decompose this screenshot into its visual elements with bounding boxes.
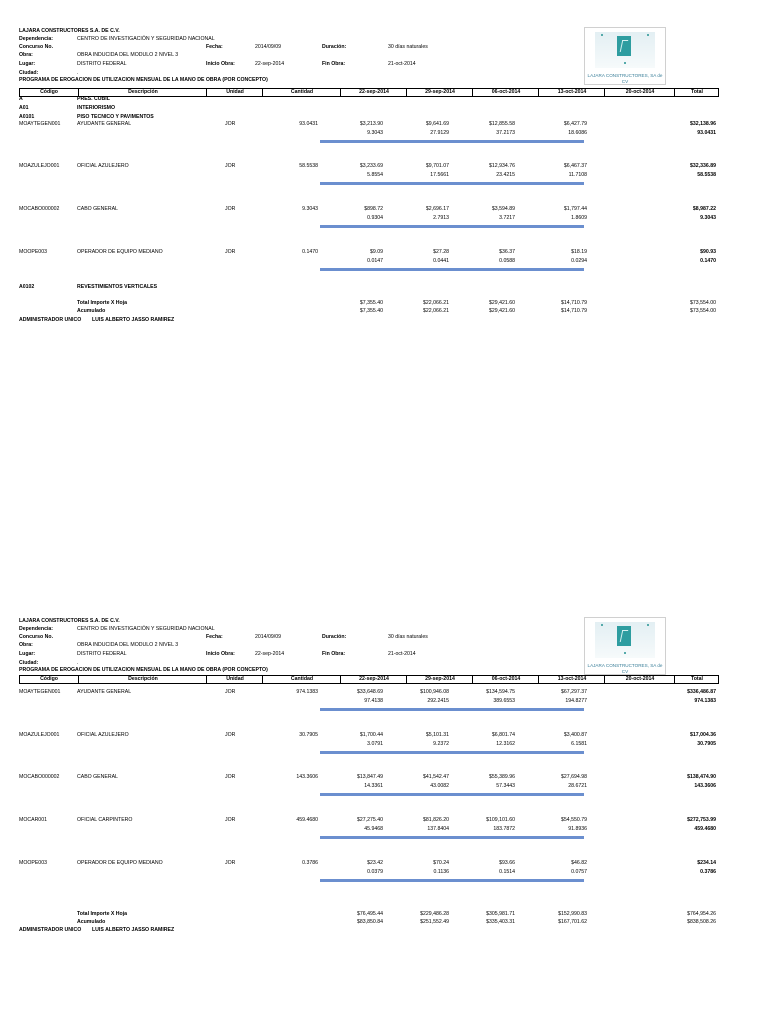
row-unit: JOR [225, 817, 236, 823]
subsection-desc: REVESTIMIENTOS VERTICALES [77, 284, 158, 290]
row-week-quantity: 0.9304 [367, 215, 383, 221]
accumulated-value: $22,066.21 [423, 308, 449, 314]
inicio-label: Inicio Obra: [206, 61, 235, 67]
row-week-quantity: 91.8936 [568, 826, 587, 832]
program-title: PROGRAMA DE EROGACION DE UTILIZACION MENSUAL DE LA MANO DE OBRA (POR CONCEPTO) [19, 77, 268, 83]
col-header-week-4: 13-oct-2014 [538, 676, 605, 683]
section-code: A0101 [19, 114, 35, 120]
row-unit: JOR [225, 860, 236, 866]
row-week-amount: $9,641.69 [425, 121, 449, 127]
accumulated-value: $335,403.31 [486, 919, 515, 925]
row-total-amount: $272,753.99 [687, 817, 716, 823]
row-week-amount: $13,847.49 [357, 774, 383, 780]
gantt-bar-segment [320, 793, 386, 796]
row-week-amount: $12,855.58 [489, 121, 515, 127]
col-header-week-5: 20-oct-2014 [604, 676, 675, 683]
accumulated-value: $251,552.49 [420, 919, 449, 925]
row-quantity: 0.3786 [302, 860, 318, 866]
concurso-label: Concurso No. [19, 44, 54, 50]
fecha-value: 2014/09/09 [255, 634, 281, 640]
row-week-quantity: 28.6721 [568, 783, 587, 789]
gantt-bar-segment [518, 140, 584, 143]
gantt-bar-segment [320, 225, 386, 228]
row-week-amount: $55,389.96 [489, 774, 515, 780]
section-code: A [19, 96, 23, 102]
gantt-bar-segment [452, 708, 518, 711]
table-header [19, 675, 719, 684]
table-header [19, 88, 719, 97]
row-quantity: 143.3606 [296, 774, 318, 780]
gantt-bar-segment [320, 268, 386, 271]
gantt-bar-segment [386, 225, 452, 228]
row-week-quantity: 0.1514 [499, 869, 515, 875]
lugar-label: Lugar: [19, 61, 36, 67]
row-week-amount: $3,213.90 [359, 121, 383, 127]
row-total-quantity: 93.0431 [697, 130, 716, 136]
dependencia-value: CENTRO DE INVESTIGACIÓN Y SEGURIDAD NACIONAL [77, 36, 215, 42]
row-week-amount: $36.37 [499, 249, 515, 255]
gantt-bar-segment [320, 708, 386, 711]
row-week-amount: $27,694.98 [561, 774, 587, 780]
row-week-quantity: 37.2173 [496, 130, 515, 136]
row-code: MOAYTEGEN001 [19, 121, 61, 127]
accumulated-grand: $838,508.26 [687, 919, 716, 925]
accumulated-value: $83,850.84 [357, 919, 383, 925]
gantt-bar-segment [452, 225, 518, 228]
section-desc: PRES. CUBIL [77, 96, 110, 102]
fecha-label: Fecha: [206, 44, 223, 50]
row-week-quantity: 0.0588 [499, 258, 515, 264]
row-description: AYUDANTE GENERAL [77, 121, 132, 127]
row-week-quantity: 57.3443 [496, 783, 515, 789]
signatory-name: LUIS ALBERTO JASSO RAMIREZ [92, 317, 175, 323]
col-header-codigo: Código [40, 676, 58, 682]
company-name: LAJARA CONSTRUCTORES S.A. DE C.V. [19, 618, 120, 624]
col-header-week-2: 29-sep-2014 [406, 89, 473, 96]
row-week-quantity: 23.4215 [496, 172, 515, 178]
ciudad-label: Ciudad: [19, 70, 39, 76]
row-description: CABO GENERAL [77, 774, 118, 780]
row-week-quantity: 194.8277 [565, 698, 587, 704]
row-code: MOAZULEJO001 [19, 163, 60, 169]
row-unit: JOR [225, 774, 236, 780]
gantt-bar-segment [320, 140, 386, 143]
row-week-quantity: 18.6086 [568, 130, 587, 136]
inicio-label: Inicio Obra: [206, 651, 235, 657]
row-unit: JOR [225, 206, 236, 212]
row-week-quantity: 6.1581 [571, 741, 587, 747]
total-per-sheet-grand: $73,554.00 [690, 300, 716, 306]
row-unit: JOR [225, 732, 236, 738]
row-code: MOCABO000002 [19, 206, 60, 212]
row-week-amount: $93.66 [499, 860, 515, 866]
row-description: OFICIAL CARPINTERO [77, 817, 133, 823]
row-week-amount: $2,696.17 [425, 206, 449, 212]
gantt-bar-segment [386, 182, 452, 185]
total-per-sheet-value: $14,710.79 [561, 300, 587, 306]
duracion-label: Duración: [322, 634, 347, 640]
section-code: A01 [19, 105, 29, 111]
row-week-quantity: 9.2372 [433, 741, 449, 747]
col-header-cantidad: Cantidad [262, 676, 341, 683]
logo-mark-icon [617, 36, 631, 56]
accumulated-label: Acumulado [77, 919, 106, 925]
row-quantity: 93.0431 [299, 121, 318, 127]
gantt-bar-segment [452, 182, 518, 185]
gantt-bar-segment [452, 140, 518, 143]
row-week-quantity: 2.7913 [433, 215, 449, 221]
col-header-week-1: 22-sep-2014 [340, 676, 407, 683]
gantt-bar-segment [386, 268, 452, 271]
row-total-quantity: 459.4680 [694, 826, 716, 832]
row-unit: JOR [225, 689, 236, 695]
row-week-amount: $67,297.37 [561, 689, 587, 695]
row-quantity: 459.4680 [296, 817, 318, 823]
row-total-quantity: 0.3786 [700, 869, 716, 875]
gantt-bar-segment [452, 793, 518, 796]
gantt-bar-segment [386, 708, 452, 711]
row-week-quantity: 14.3361 [364, 783, 383, 789]
row-total-amount: $138,474.90 [687, 774, 716, 780]
row-week-amount: $109,101.60 [486, 817, 515, 823]
obra-label: Obra: [19, 52, 33, 58]
row-week-quantity: 3.7217 [499, 215, 515, 221]
total-per-sheet-value: $305,981.71 [486, 911, 515, 917]
obra-label: Obra: [19, 642, 33, 648]
row-description: OPERADOR DE EQUIPO MEDIANO [77, 860, 163, 866]
col-header-total: Total [674, 89, 719, 96]
row-week-quantity: 5.8554 [367, 172, 383, 178]
ciudad-label: Ciudad: [19, 660, 39, 666]
row-total-quantity: 58.5538 [697, 172, 716, 178]
row-week-quantity: 9.3043 [367, 130, 383, 136]
lugar-label: Lugar: [19, 651, 36, 657]
col-header-week-2: 29-sep-2014 [406, 676, 473, 683]
lugar-value: DISTRITO FEDERAL [77, 651, 127, 657]
col-header-week-3: 06-oct-2014 [472, 676, 539, 683]
row-unit: JOR [225, 249, 236, 255]
row-week-quantity: 137.8404 [427, 826, 449, 832]
inicio-value: 22-sep-2014 [255, 651, 285, 657]
row-week-amount: $6,801.74 [491, 732, 515, 738]
fin-label: Fin Obra: [322, 61, 346, 67]
gantt-bar-segment [518, 182, 584, 185]
row-week-amount: $9,701.07 [425, 163, 449, 169]
total-per-sheet-grand: $764,954.26 [687, 911, 716, 917]
obra-value: OBRA INDUCIDA DEL MODULO 2 NIVEL 3 [77, 52, 179, 58]
gantt-bar-segment [452, 268, 518, 271]
logo-mark-icon [617, 626, 631, 646]
row-quantity: 30.7905 [299, 732, 318, 738]
row-week-amount: $134,594.75 [486, 689, 515, 695]
row-code: MOCABO000002 [19, 774, 60, 780]
total-per-sheet-value: $229,486.28 [420, 911, 449, 917]
gantt-bar-segment [518, 225, 584, 228]
ciudad-value: . [77, 660, 79, 666]
gantt-bar-segment [518, 751, 584, 754]
row-week-amount: $6,467.37 [563, 163, 587, 169]
accumulated-value: $29,421.60 [489, 308, 515, 314]
row-week-quantity: 0.1136 [433, 869, 449, 875]
col-header-cantidad: Cantidad [262, 89, 341, 96]
total-per-sheet-label: Total Importe X Hoja [77, 300, 128, 306]
row-week-amount: $70.24 [433, 860, 449, 866]
col-header-unidad: Unidad [206, 676, 263, 683]
row-week-quantity: 11.7108 [568, 172, 587, 178]
company-logo [584, 617, 666, 675]
row-unit: JOR [225, 121, 236, 127]
row-description: AYUDANTE GENERAL [77, 689, 132, 695]
duracion-value: 30 días naturales [388, 634, 428, 640]
gantt-bar-segment [452, 879, 518, 882]
gantt-bar-segment [452, 836, 518, 839]
accumulated-value: $167,701.62 [558, 919, 587, 925]
col-header-week-1: 22-sep-2014 [340, 89, 407, 96]
row-code: MOOPE003 [19, 860, 47, 866]
lugar-value: DISTRITO FEDERAL [77, 61, 127, 67]
row-description: CABO GENERAL [77, 206, 118, 212]
row-week-quantity: 17.5661 [430, 172, 449, 178]
row-week-amount: $5,101.31 [425, 732, 449, 738]
row-week-amount: $46.82 [571, 860, 587, 866]
row-week-quantity: 0.0147 [367, 258, 383, 264]
fecha-label: Fecha: [206, 634, 223, 640]
col-header-week-4: 13-oct-2014 [538, 89, 605, 96]
row-total-amount: $32,336.89 [690, 163, 716, 169]
row-week-amount: $1,700.44 [359, 732, 383, 738]
logo-text: LAJARA CONSTRUCTORES, SA de CV [587, 73, 663, 84]
row-total-quantity: 9.3043 [700, 215, 716, 221]
row-week-quantity: 97.4138 [364, 698, 383, 704]
company-logo [584, 27, 666, 85]
row-week-quantity: 1.8609 [571, 215, 587, 221]
row-total-amount: $17,004.36 [690, 732, 716, 738]
col-header-week-3: 06-oct-2014 [472, 89, 539, 96]
row-week-amount: $81,826.20 [423, 817, 449, 823]
logo-dot-icon [601, 624, 603, 626]
concurso-label: Concurso No. [19, 634, 54, 640]
row-week-quantity: 12.3162 [496, 741, 515, 747]
row-quantity: 0.1470 [302, 249, 318, 255]
row-week-quantity: 389.6553 [493, 698, 515, 704]
row-week-amount: $3,233.69 [359, 163, 383, 169]
row-total-amount: $90.93 [700, 249, 716, 255]
section-desc: INTERIORISMO [77, 105, 116, 111]
row-week-amount: $1,797.44 [563, 206, 587, 212]
accumulated-value: $7,355.40 [359, 308, 383, 314]
gantt-bar-segment [320, 751, 386, 754]
gantt-bar-segment [452, 751, 518, 754]
col-header-descripcion: Descripción [78, 676, 207, 683]
logo-background [595, 32, 655, 68]
row-week-quantity: 0.0441 [433, 258, 449, 264]
logo-background [595, 622, 655, 658]
row-week-amount: $12,934.76 [489, 163, 515, 169]
row-total-amount: $336,486.87 [687, 689, 716, 695]
row-week-amount: $6,427.79 [563, 121, 587, 127]
row-week-amount: $3,400.87 [563, 732, 587, 738]
duracion-value: 30 días naturales [388, 44, 428, 50]
fecha-value: 2014/09/09 [255, 44, 281, 50]
gantt-bar-segment [320, 836, 386, 839]
row-week-quantity: 292.2415 [427, 698, 449, 704]
logo-dot-icon [647, 34, 649, 36]
obra-value: OBRA INDUCIDA DEL MODULO 2 NIVEL 3 [77, 642, 179, 648]
row-total-amount: $32,138.96 [690, 121, 716, 127]
signatory-role: ADMINISTRADOR UNICO [19, 317, 82, 323]
col-header-descripcion: Descripción [78, 89, 207, 96]
row-unit: JOR [225, 163, 236, 169]
row-week-quantity: 43.0082 [430, 783, 449, 789]
row-week-amount: $54,550.79 [561, 817, 587, 823]
gantt-bar-segment [386, 793, 452, 796]
inicio-value: 22-sep-2014 [255, 61, 285, 67]
col-header-total: Total [674, 676, 719, 683]
logo-dot-icon [624, 62, 626, 64]
row-week-quantity: 183.7872 [493, 826, 515, 832]
gantt-bar-segment [320, 182, 386, 185]
row-week-quantity: 0.0757 [571, 869, 587, 875]
gantt-bar-segment [386, 751, 452, 754]
fin-value: 21-oct-2014 [388, 651, 416, 657]
row-week-quantity: 0.0294 [571, 258, 587, 264]
signatory-name: LUIS ALBERTO JASSO RAMIREZ [92, 927, 175, 933]
row-week-amount: $33,648.69 [357, 689, 383, 695]
total-per-sheet-value: $29,421.60 [489, 300, 515, 306]
row-quantity: 58.5538 [299, 163, 318, 169]
duracion-label: Duración: [322, 44, 347, 50]
gantt-bar-segment [386, 879, 452, 882]
row-week-amount: $41,542.47 [423, 774, 449, 780]
fin-label: Fin Obra: [322, 651, 346, 657]
row-week-quantity: 27.9129 [430, 130, 449, 136]
row-week-amount: $3,594.89 [491, 206, 515, 212]
row-week-amount: $9.09 [370, 249, 383, 255]
row-description: OPERADOR DE EQUIPO MEDIANO [77, 249, 163, 255]
row-week-quantity: 0.0379 [367, 869, 383, 875]
row-total-amount: $8,987.22 [692, 206, 716, 212]
row-code: MOAZULEJO001 [19, 732, 60, 738]
gantt-bar-segment [320, 879, 386, 882]
gantt-bar-segment [518, 879, 584, 882]
section-desc: PISO TECNICO Y PAVIMENTOS [77, 114, 154, 120]
gantt-bar-segment [518, 793, 584, 796]
row-code: MOCAR001 [19, 817, 47, 823]
accumulated-label: Acumulado [77, 308, 106, 314]
gantt-bar-segment [518, 268, 584, 271]
dependencia-label: Dependencia: [19, 626, 54, 632]
row-week-amount: $27.28 [433, 249, 449, 255]
row-week-amount: $27,275.40 [357, 817, 383, 823]
company-name: LAJARA CONSTRUCTORES S.A. DE C.V. [19, 28, 120, 34]
row-total-quantity: 974.1383 [694, 698, 716, 704]
row-total-amount: $234.14 [697, 860, 716, 866]
gantt-bar-segment [386, 836, 452, 839]
total-per-sheet-value: $7,355.40 [359, 300, 383, 306]
row-total-quantity: 143.3606 [694, 783, 716, 789]
logo-dot-icon [601, 34, 603, 36]
row-week-quantity: 3.0791 [367, 741, 383, 747]
logo-dot-icon [624, 652, 626, 654]
row-week-quantity: 45.9468 [364, 826, 383, 832]
total-per-sheet-value: $76,495.44 [357, 911, 383, 917]
accumulated-value: $14,710.79 [561, 308, 587, 314]
logo-dot-icon [647, 624, 649, 626]
dependencia-label: Dependencia: [19, 36, 54, 42]
subsection-code: A0102 [19, 284, 35, 290]
accumulated-grand: $73,554.00 [690, 308, 716, 314]
row-description: OFICIAL AZULEJERO [77, 163, 129, 169]
row-description: OFICIAL AZULEJERO [77, 732, 129, 738]
col-header-week-5: 20-oct-2014 [604, 89, 675, 96]
row-quantity: 974.1383 [296, 689, 318, 695]
total-per-sheet-value: $152,990.83 [558, 911, 587, 917]
col-header-unidad: Unidad [206, 89, 263, 96]
row-code: MOAYTEGEN001 [19, 689, 61, 695]
gantt-bar-segment [386, 140, 452, 143]
row-code: MOOPE003 [19, 249, 47, 255]
program-title: PROGRAMA DE EROGACION DE UTILIZACION MENSUAL DE LA MANO DE OBRA (POR CONCEPTO) [19, 667, 268, 673]
row-total-quantity: 30.7905 [697, 741, 716, 747]
fin-value: 21-oct-2014 [388, 61, 416, 67]
row-total-quantity: 0.1470 [700, 258, 716, 264]
gantt-bar-segment [518, 836, 584, 839]
signatory-role: ADMINISTRADOR UNICO [19, 927, 82, 933]
ciudad-value: . [77, 70, 79, 76]
total-per-sheet-label: Total Importe X Hoja [77, 911, 128, 917]
row-week-amount: $18.19 [571, 249, 587, 255]
row-quantity: 9.3043 [302, 206, 318, 212]
logo-text: LAJARA CONSTRUCTORES, SA de CV [587, 663, 663, 674]
dependencia-value: CENTRO DE INVESTIGACIÓN Y SEGURIDAD NACIONAL [77, 626, 215, 632]
row-week-amount: $898.72 [364, 206, 383, 212]
row-week-amount: $23.42 [367, 860, 383, 866]
total-per-sheet-value: $22,066.21 [423, 300, 449, 306]
row-week-amount: $100,946.08 [420, 689, 449, 695]
col-header-codigo: Código [40, 89, 58, 95]
gantt-bar-segment [518, 708, 584, 711]
